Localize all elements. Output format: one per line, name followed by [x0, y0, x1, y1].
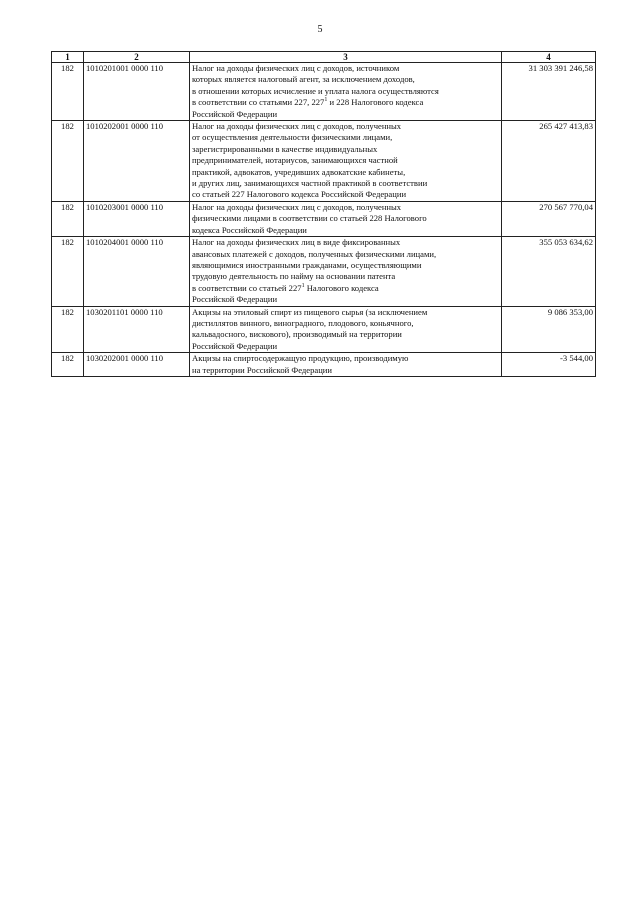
- amount-cell: 31 303 391 246,58: [502, 63, 596, 121]
- amount-cell: 355 053 634,62: [502, 237, 596, 306]
- superscript: 1: [301, 282, 305, 289]
- amount-cell: 270 567 770,04: [502, 201, 596, 236]
- description-text: Налог на доходы физических лиц с доходов, полученных: [192, 201, 402, 212]
- admin-code-cell: 182: [52, 201, 84, 236]
- amount-cell: 9 086 353,00: [502, 306, 596, 353]
- table-row: [52, 121, 596, 202]
- description-line: [192, 237, 499, 248]
- description-text: Российской Федерации: [192, 340, 278, 351]
- description-line: [192, 225, 499, 236]
- header-row: [52, 52, 596, 63]
- description-line: [192, 178, 499, 189]
- description-line: [192, 86, 499, 97]
- admin-code-cell: 182: [52, 353, 84, 377]
- table-row: [52, 306, 596, 353]
- description-line: [192, 365, 499, 376]
- column-header-3: 3: [190, 52, 502, 63]
- description-text: со статьей 227 Налогового кодекса Российской Федерации: [192, 189, 407, 200]
- description-line: [192, 260, 499, 271]
- description-line: [192, 329, 499, 340]
- description-text: дистиллятов винного, виноградного, плодового, коньячного,: [192, 317, 414, 328]
- description-text: зарегистрированными в качестве индивидуальных: [192, 143, 378, 154]
- description-line: [192, 353, 499, 364]
- admin-code-cell: 182: [52, 121, 84, 202]
- amount-cell: -3 544,00: [502, 353, 596, 377]
- description-text: Налог на доходы физических лиц в виде фиксированных: [192, 237, 401, 248]
- table-row: [52, 237, 596, 306]
- amount-cell: 265 427 413,83: [502, 121, 596, 202]
- revenue-table: [51, 51, 596, 377]
- column-header-1: 1: [52, 52, 84, 63]
- budget-code-cell: 1010204001 0000 110: [84, 237, 190, 306]
- description-cell: [190, 201, 502, 236]
- column-header-2: 2: [84, 52, 190, 63]
- description-line: [192, 307, 499, 318]
- budget-code-cell: 1030202001 0000 110: [84, 353, 190, 377]
- description-line: [192, 271, 499, 282]
- page-number: 5: [317, 24, 323, 35]
- description-text: являющимися иностранными гражданами, осуществляющими: [192, 259, 422, 270]
- description-line: [192, 294, 499, 305]
- description-line: [192, 109, 499, 120]
- description-text: которых является налоговый агент, за исключением доходов,: [192, 74, 415, 85]
- description-text: в соответствии со статьей 227: [192, 282, 302, 293]
- description-line: [192, 189, 499, 200]
- description-text: Налог на доходы физических лиц с доходов, источником: [192, 63, 400, 73]
- description-text: кодекса Российской Федерации: [192, 224, 307, 235]
- description-text: предпринимателей, нотариусов, занимающихся частной: [192, 155, 398, 166]
- description-text: Налог на доходы физических лиц с доходов, полученных: [192, 121, 402, 132]
- description-line: [192, 213, 499, 224]
- description-line: [192, 341, 499, 352]
- table-header: [52, 52, 596, 63]
- description-cell: [190, 121, 502, 202]
- description-text: практикой, адвокатов, учредивших адвокатские кабинеты,: [192, 166, 406, 177]
- description-line: [192, 74, 499, 85]
- description-line: [192, 167, 499, 178]
- admin-code-cell: 182: [52, 63, 84, 121]
- admin-code-cell: 182: [52, 306, 84, 353]
- description-text: от осуществления деятельности физическими лицами,: [192, 132, 393, 143]
- description-text-continued: Налогового кодекса: [304, 282, 379, 293]
- description-text: на территории Российской Федерации: [192, 364, 332, 375]
- description-line: [192, 132, 499, 143]
- description-text: Акцизы на этиловый спирт из пищевого сырья (за исключением: [192, 306, 428, 317]
- superscript: 1: [324, 97, 328, 104]
- description-line: [192, 283, 499, 294]
- description-text: Российской Федерации: [192, 108, 278, 119]
- description-text: кальвадосного, вискового), производимый на территории: [192, 329, 402, 340]
- description-line: [192, 63, 499, 74]
- budget-code-cell: 1010203001 0000 110: [84, 201, 190, 236]
- table-row: [52, 201, 596, 236]
- budget-code-cell: 1030201101 0000 110: [84, 306, 190, 353]
- description-text: и других лиц, занимающихся частной практикой в соответствии: [192, 178, 428, 189]
- table-row: [52, 63, 596, 121]
- admin-code-cell: 182: [52, 237, 84, 306]
- description-text: в соответствии со статьями 227, 227: [192, 97, 325, 108]
- description-cell: [190, 353, 502, 377]
- description-line: [192, 121, 499, 132]
- description-line: [192, 155, 499, 166]
- table-row: [52, 353, 596, 377]
- table-body: [52, 63, 596, 377]
- description-line: [192, 97, 499, 108]
- description-line: [192, 249, 499, 260]
- description-text-continued: и 228 Налогового кодекса: [327, 97, 424, 108]
- description-text: Акцизы на спиртосодержащую продукцию, производимую: [192, 353, 409, 364]
- column-header-4: 4: [502, 52, 596, 63]
- description-text: трудовую деятельность по найму на основании патента: [192, 271, 396, 282]
- description-cell: [190, 237, 502, 306]
- budget-code-cell: 1010202001 0000 110: [84, 121, 190, 202]
- description-text: в отношении которых исчисление и уплата налога осуществляются: [192, 85, 439, 96]
- description-text: физическими лицами в соответствии со статьей 228 Налогового: [192, 213, 427, 224]
- budget-code-cell: 1010201001 0000 110: [84, 63, 190, 121]
- description-text: авансовых платежей с доходов, полученных физическими лицами,: [192, 248, 437, 259]
- description-line: [192, 144, 499, 155]
- description-text: Российской Федерации: [192, 294, 278, 305]
- description-line: [192, 202, 499, 213]
- description-cell: [190, 63, 502, 121]
- description-cell: [190, 306, 502, 353]
- description-line: [192, 318, 499, 329]
